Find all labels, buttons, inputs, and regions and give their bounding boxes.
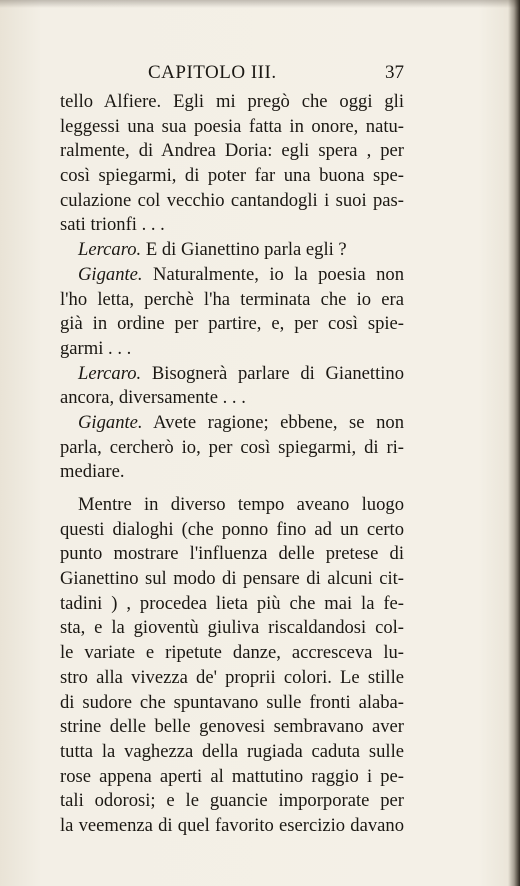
text-line: tali odorosi; e le guancie imporporate per xyxy=(60,790,404,812)
text-line: ancora, diversamente . . . xyxy=(60,387,246,409)
speech-text: Naturalmente, io la poesia non xyxy=(142,263,404,285)
text-line: questi dialoghi (che ponno fino ad un certo xyxy=(60,518,404,540)
text-line: stro alla vivezza de' proprii colori. Le stille xyxy=(60,666,404,688)
text-line: rose appena aperti al mattutino raggio i pe- xyxy=(60,765,404,787)
page-gutter-shadow xyxy=(508,0,520,886)
running-header xyxy=(60,62,404,92)
body-text xyxy=(60,90,404,839)
text-line: sati trionfi . . . xyxy=(60,214,165,236)
text-line: sta, e la gioventù giuliva riscaldandosi col- xyxy=(60,617,404,639)
dialogue-line xyxy=(60,238,404,263)
text-line: già in ordine per partire, e, per così spie- xyxy=(60,313,404,335)
dialogue-line xyxy=(60,411,404,436)
dialogue-line xyxy=(60,362,404,387)
speaker-name: Lercaro. xyxy=(78,239,142,261)
text-line: leggessi una sua poesia fatta in onore, natu- xyxy=(60,115,404,137)
text-line: strine delle belle genovesi sembravano aver xyxy=(60,716,404,738)
text-line: di sudore che spuntavano sulle fronti alaba- xyxy=(60,691,404,713)
paragraph-gap xyxy=(60,485,404,493)
text-line: la veemenza di quel favorito esercizio davano xyxy=(60,814,404,836)
speaker-name: Gigante. xyxy=(78,263,143,285)
text-line: punto mostrare l'influenza delle pretese di xyxy=(60,543,404,565)
speaker-name: Lercaro. xyxy=(78,362,142,384)
text-line: mediare. xyxy=(60,461,125,483)
text-line: Gianettino sul modo di pensare di alcuni cit- xyxy=(60,568,404,590)
text-line: culazione col vecchio cantandogli i suoi pas- xyxy=(60,189,404,211)
speaker-name: Gigante. xyxy=(78,411,143,433)
speech-text: Avete ragione; ebbene, se non xyxy=(142,411,404,433)
text-line: l'ho letta, perchè l'ha terminata che io era xyxy=(60,288,404,310)
text-line: le variate e ripetute danze, accresceva lu- xyxy=(60,642,404,664)
text-line: garmi . . . xyxy=(60,337,132,359)
text-line: parla, cercherò io, per così spiegarmi, di ri- xyxy=(60,436,404,458)
dialogue-line xyxy=(60,263,404,288)
speech-text: Bisognerà parlare di Gianettino xyxy=(141,362,404,384)
speech-text: E di Gianettino parla egli ? xyxy=(141,239,347,261)
chapter-title: CAPITOLO III. xyxy=(148,62,277,83)
text-line: tadini ) , procedea lieta più che mai la fe- xyxy=(60,592,404,614)
text-line: ralmente, di Andrea Doria: egli spera , per xyxy=(60,140,404,162)
text-line: tutta la vaghezza della rugiada caduta sulle xyxy=(60,740,404,762)
text-line: tello Alfiere. Egli mi pregò che oggi gli xyxy=(60,91,404,112)
page-number: 37 xyxy=(385,62,404,83)
text-line: così spiegarmi, di poter far una buona spe- xyxy=(60,165,404,187)
page-top-shadow xyxy=(0,0,520,8)
text-line: Mentre in diverso tempo aveano luogo xyxy=(78,494,404,515)
